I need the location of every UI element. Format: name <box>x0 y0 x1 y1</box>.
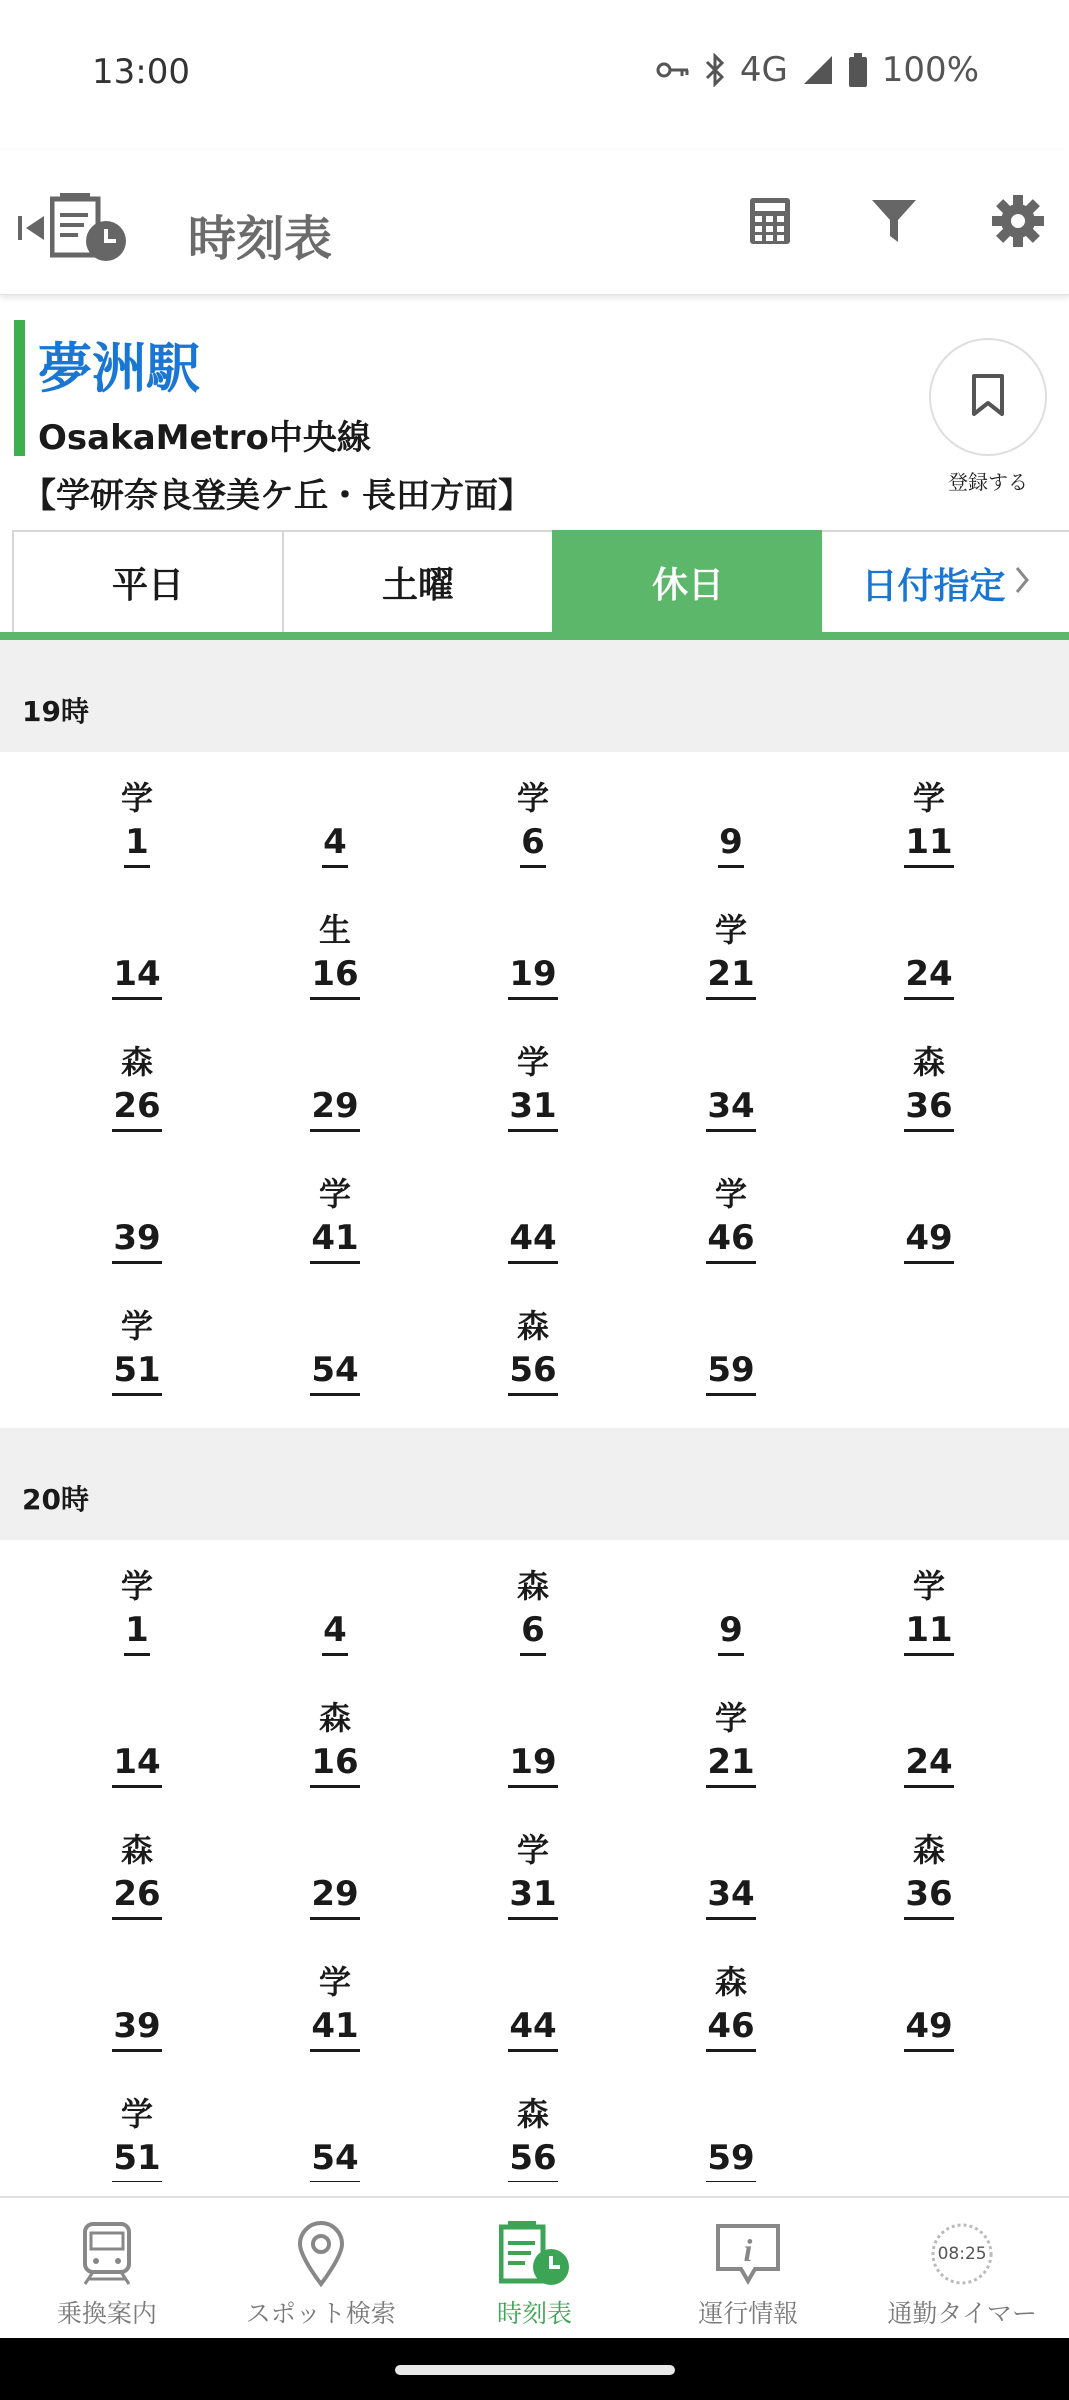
nav-label: 乗換案内 <box>56 2299 157 2328</box>
departure-item[interactable] <box>434 1290 632 1422</box>
nav-label: 時刻表 <box>496 2299 572 2328</box>
destination-mark: 森 <box>516 1307 549 1345</box>
departure-minute: 56 <box>508 1350 557 1396</box>
departure-minute: 21 <box>706 1742 755 1788</box>
departure-item[interactable] <box>632 1158 830 1290</box>
back-to-start-button[interactable] <box>14 198 134 262</box>
destination-mark: 学 <box>120 779 153 817</box>
departure-minute: 24 <box>904 1742 953 1788</box>
departure-minute: 46 <box>706 2006 755 2052</box>
departure-minute: 34 <box>706 1086 755 1132</box>
nav-item-map-pin[interactable] <box>214 2198 428 2338</box>
minute-grid <box>0 752 1069 1428</box>
departure-item[interactable] <box>434 1946 632 2078</box>
tab-holiday[interactable]: 休日 <box>552 530 822 634</box>
line-name: OsakaMetro中央線 <box>38 418 371 458</box>
destination-mark: 生 <box>318 911 351 949</box>
departure-minute: 29 <box>310 1874 359 1920</box>
departure-minute: 41 <box>310 1218 359 1264</box>
train-icon <box>72 2220 142 2288</box>
timetable-icon <box>50 193 126 267</box>
svg-text:i: i <box>743 2232 753 2268</box>
destination-mark: 学 <box>120 1567 153 1605</box>
info-bubble-icon <box>713 2220 783 2288</box>
departure-minute: 51 <box>112 2138 161 2182</box>
destination-mark: 学 <box>120 2095 153 2133</box>
chevron-right-icon <box>1014 563 1030 604</box>
destination-mark: 学 <box>318 1963 351 2001</box>
departure-item[interactable] <box>38 2078 236 2182</box>
map-pin-icon <box>286 2220 356 2288</box>
bluetooth-icon <box>704 53 726 87</box>
app-actions <box>737 190 1051 256</box>
departure-item[interactable] <box>38 1026 236 1158</box>
departure-item[interactable] <box>632 894 830 1026</box>
departure-minute: 44 <box>508 2006 557 2052</box>
departure-minute: 9 <box>718 1610 744 1656</box>
departure-item[interactable] <box>434 894 632 1026</box>
departure-minute: 49 <box>904 2006 953 2052</box>
departure-item[interactable] <box>434 1026 632 1158</box>
destination-mark: 学 <box>714 1175 747 1213</box>
departure-item[interactable] <box>830 1946 1028 2078</box>
tabs-underline <box>0 632 1069 640</box>
departure-minute: 59 <box>706 1350 755 1396</box>
tab-date-select[interactable] <box>822 530 1069 634</box>
nav-item-timetable[interactable] <box>428 2198 642 2338</box>
departure-item[interactable] <box>38 894 236 1026</box>
back-to-start-icon <box>14 208 50 252</box>
departure-minute: 54 <box>310 2138 359 2182</box>
destination-mark: 森 <box>120 1043 153 1081</box>
departure-minute: 56 <box>508 2138 557 2182</box>
departure-item[interactable] <box>830 1026 1028 1158</box>
departure-minute: 36 <box>904 1086 953 1132</box>
departure-item[interactable] <box>830 1550 1028 1682</box>
status-time: 13:00 <box>92 52 190 92</box>
hour-block <box>0 1428 1069 2182</box>
nav-item-timer[interactable] <box>855 2198 1069 2338</box>
bookmark-icon <box>970 373 1006 421</box>
departure-item[interactable] <box>830 894 1028 1026</box>
departure-item[interactable] <box>434 1682 632 1814</box>
destination-mark: 学 <box>120 1307 153 1345</box>
departure-minute: 34 <box>706 1874 755 1920</box>
status-bar <box>0 0 1069 150</box>
departure-item[interactable] <box>434 1158 632 1290</box>
departure-minute: 1 <box>124 822 150 868</box>
departure-item[interactable] <box>632 1814 830 1946</box>
departure-item[interactable] <box>236 1550 434 1682</box>
destination-mark: 森 <box>120 1831 153 1869</box>
departure-item[interactable] <box>38 1946 236 2078</box>
settings-button[interactable] <box>985 190 1051 256</box>
status-icons <box>656 50 979 90</box>
departure-minute: 26 <box>112 1086 161 1132</box>
tab-weekday[interactable]: 平日 <box>12 530 282 634</box>
line-color-bar <box>14 320 25 456</box>
departure-item[interactable] <box>632 1682 830 1814</box>
departure-item[interactable] <box>38 1158 236 1290</box>
departure-minute: 14 <box>112 1742 161 1788</box>
destination-mark: 学 <box>912 779 945 817</box>
departure-item[interactable] <box>632 1550 830 1682</box>
departure-minute: 59 <box>706 2138 755 2182</box>
destination-mark: 学 <box>714 1699 747 1737</box>
date-select-label: 日付指定 <box>861 565 1006 607</box>
departure-minute: 51 <box>112 1350 161 1396</box>
timetable-list[interactable] <box>0 640 1069 2182</box>
hour-block <box>0 640 1069 1428</box>
station-name: 夢洲駅 <box>38 337 200 400</box>
departure-item[interactable] <box>236 1814 434 1946</box>
settings-icon <box>991 194 1045 252</box>
departure-item[interactable] <box>236 1158 434 1290</box>
destination-mark: 森 <box>318 1699 351 1737</box>
filter-icon <box>870 198 918 248</box>
departure-minute: 26 <box>112 1874 161 1920</box>
departure-minute: 1 <box>124 1610 150 1656</box>
calculator-button[interactable] <box>737 190 803 256</box>
departure-minute: 36 <box>904 1874 953 1920</box>
departure-item[interactable] <box>632 1026 830 1158</box>
bookmark-button[interactable] <box>929 338 1047 456</box>
nav-label: 運行情報 <box>698 2299 799 2328</box>
vpn-key-icon <box>656 60 690 80</box>
departure-item[interactable] <box>434 762 632 894</box>
departure-minute: 39 <box>112 2006 161 2052</box>
departure-minute: 39 <box>112 1218 161 1264</box>
departure-minute: 19 <box>508 954 557 1000</box>
departure-item[interactable] <box>236 1290 434 1422</box>
departure-item[interactable] <box>38 1682 236 1814</box>
departure-minute: 46 <box>706 1218 755 1264</box>
nav-label: スポット検索 <box>245 2299 396 2328</box>
departure-item[interactable] <box>236 894 434 1026</box>
departure-item[interactable] <box>38 762 236 894</box>
app-bar <box>0 150 1069 295</box>
departure-minute: 16 <box>310 954 359 1000</box>
battery-percent: 100% <box>881 50 979 90</box>
timer-icon <box>927 2220 997 2288</box>
departure-minute: 31 <box>508 1874 557 1920</box>
departure-item[interactable] <box>830 1682 1028 1814</box>
tab-saturday[interactable]: 土曜 <box>282 530 552 634</box>
departure-item[interactable] <box>434 1550 632 1682</box>
departure-item[interactable] <box>236 1682 434 1814</box>
departure-minute: 11 <box>904 822 953 868</box>
departure-minute: 24 <box>904 954 953 1000</box>
hour-header: 20時 <box>0 1428 1069 1540</box>
departure-item[interactable] <box>434 2078 632 2182</box>
destination-mark: 学 <box>912 1567 945 1605</box>
departure-item[interactable] <box>38 1550 236 1682</box>
network-type: 4G <box>739 50 788 90</box>
filter-button[interactable] <box>861 190 927 256</box>
destination-mark: 森 <box>516 2095 549 2133</box>
departure-minute: 16 <box>310 1742 359 1788</box>
departure-item[interactable] <box>632 1946 830 2078</box>
gesture-bar[interactable] <box>395 2365 675 2375</box>
battery-icon <box>848 53 868 87</box>
departure-minute: 31 <box>508 1086 557 1132</box>
destination-mark: 学 <box>516 1043 549 1081</box>
nav-label: 通勤タイマー <box>887 2299 1037 2328</box>
departure-item[interactable] <box>830 1158 1028 1290</box>
destination-mark: 森 <box>912 1831 945 1869</box>
destination-mark: 学 <box>516 779 549 817</box>
departure-minute: 54 <box>310 1350 359 1396</box>
departure-minute: 9 <box>718 822 744 868</box>
departure-item[interactable] <box>236 2078 434 2182</box>
direction-label: 【学研奈良登美ケ丘・長田方面】 <box>22 476 532 516</box>
departure-item[interactable] <box>830 1814 1028 1946</box>
departure-item[interactable] <box>434 1814 632 1946</box>
departure-minute: 4 <box>322 822 348 868</box>
bookmark-label: 登録する <box>948 470 1028 494</box>
departure-minute: 41 <box>310 2006 359 2052</box>
destination-mark: 森 <box>912 1043 945 1081</box>
departure-item[interactable] <box>236 1946 434 2078</box>
departure-minute: 11 <box>904 1610 953 1656</box>
signal-icon <box>802 54 834 86</box>
departure-minute: 44 <box>508 1218 557 1264</box>
departure-minute: 4 <box>322 1610 348 1656</box>
timetable-icon <box>499 2220 569 2288</box>
departure-minute: 49 <box>904 1218 953 1264</box>
destination-mark: 森 <box>714 1963 747 2001</box>
nav-item-info-bubble[interactable] <box>641 2198 855 2338</box>
station-header <box>0 310 1069 520</box>
departure-item[interactable] <box>38 1290 236 1422</box>
hour-header: 19時 <box>0 640 1069 752</box>
departure-item[interactable] <box>236 762 434 894</box>
departure-minute: 6 <box>520 1610 546 1656</box>
destination-mark: 学 <box>318 1175 351 1213</box>
departure-item[interactable] <box>830 762 1028 894</box>
destination-mark: 森 <box>516 1567 549 1605</box>
departure-minute: 29 <box>310 1086 359 1132</box>
departure-minute: 14 <box>112 954 161 1000</box>
departure-item[interactable] <box>236 1026 434 1158</box>
departure-minute: 6 <box>520 822 546 868</box>
day-tabs <box>12 530 1069 634</box>
departure-item[interactable] <box>38 1814 236 1946</box>
departure-minute: 21 <box>706 954 755 1000</box>
departure-item[interactable] <box>632 2078 830 2182</box>
calculator-icon <box>748 196 792 250</box>
page-title: 時刻表 <box>188 211 333 267</box>
departure-minute: 19 <box>508 1742 557 1788</box>
destination-mark: 学 <box>714 911 747 949</box>
bottom-navigation <box>0 2196 1069 2338</box>
minute-grid <box>0 1540 1069 2182</box>
departure-item[interactable] <box>632 1290 830 1422</box>
destination-mark: 学 <box>516 1831 549 1869</box>
nav-item-train[interactable] <box>0 2198 214 2338</box>
departure-item[interactable] <box>632 762 830 894</box>
timer-value: 08:25 <box>937 2244 987 2264</box>
